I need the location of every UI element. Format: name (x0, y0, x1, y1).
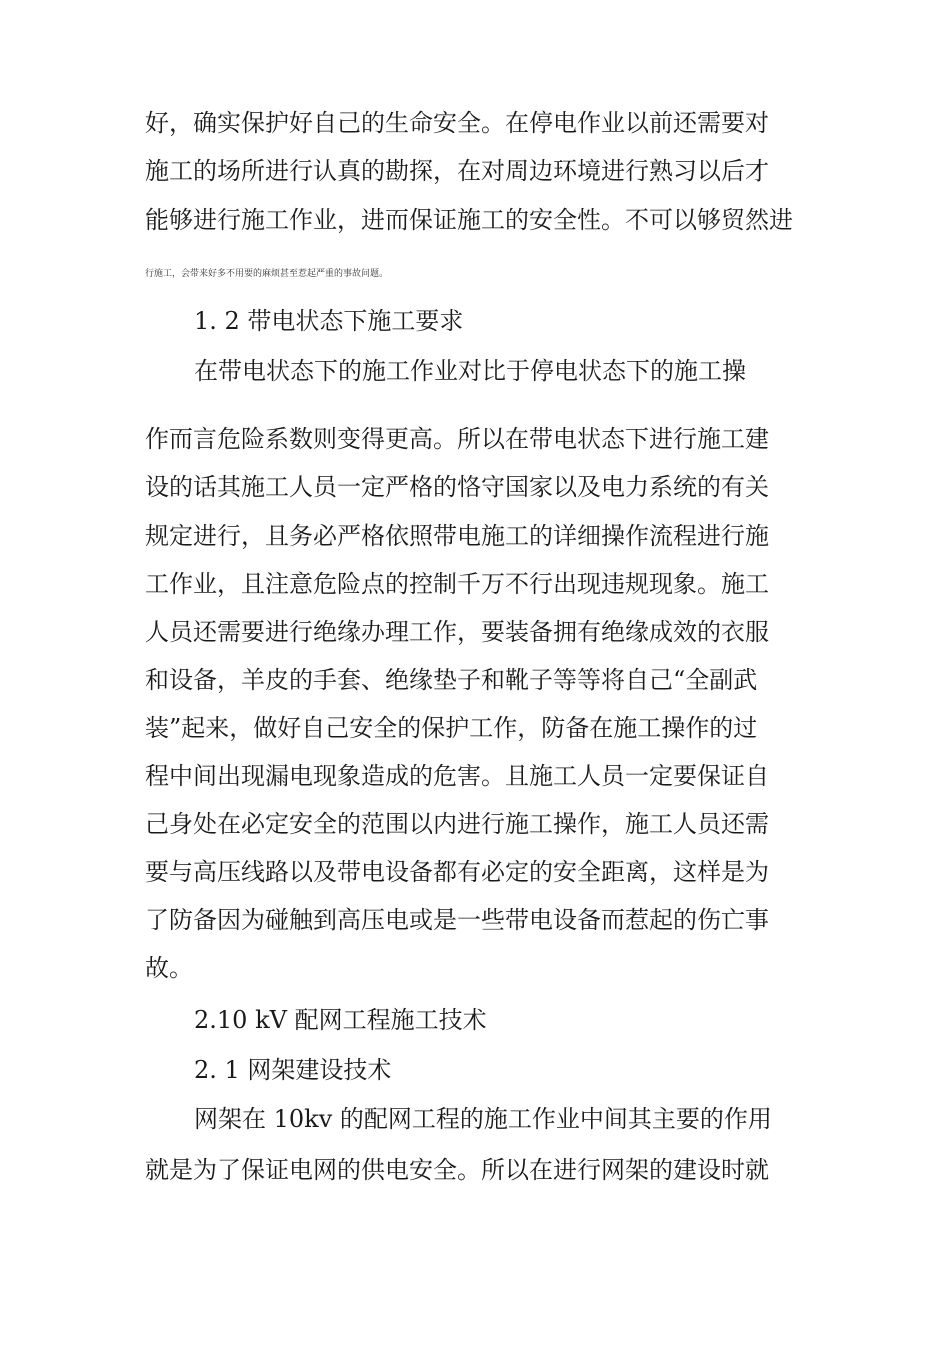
paragraph-line: 作而言危险系数则变得更高。所以在带电状态下进行施工建 (145, 425, 769, 453)
section-heading: 1. 2 带电状态下施工要求 (194, 307, 464, 335)
paragraph-line: 和设备，羊皮的手套、绝缘垫子和靴子等等将自己“全副武 (145, 666, 758, 694)
paragraph-line: 好，确实保护好自己的生命安全。在停电作业以前还需要对 (145, 109, 769, 137)
paragraph-line-small: 行施工，会带来好多不用要的麻烦甚至惹起严重的事故问题。 (145, 269, 389, 279)
paragraph-line: 能够进行施工作业，进而保证施工的安全性。不可以够贸然进 (145, 206, 793, 234)
paragraph-line: 人员还需要进行绝缘办理工作，要装备拥有绝缘成效的衣服 (145, 618, 769, 646)
paragraph-line: 要与高压线路以及带电设备都有必定的安全距离，这样是为 (145, 858, 769, 886)
paragraph-line: 程中间出现漏电现象造成的危害。且施工人员一定要保证自 (145, 762, 769, 790)
section-heading: 2.10 kV 配网工程施工技术 (194, 1006, 487, 1034)
paragraph-line: 施工的场所进行认真的勘探，在对周边环境进行熟习以后才 (145, 157, 769, 185)
paragraph-line: 在带电状态下的施工作业对比于停电状态下的施工操 (194, 357, 746, 385)
paragraph-line: 工作业，且注意危险点的控制千万不行出现违规现象。施工 (145, 570, 769, 598)
paragraph-line: 故。 (145, 954, 193, 982)
section-heading: 2. 1 网架建设技术 (194, 1056, 392, 1084)
paragraph-line: 网架在 10kv 的配网工程的施工作业中间其主要的作用 (194, 1105, 772, 1133)
paragraph-line: 设的话其施工人员一定严格的恪守国家以及电力系统的有关 (145, 473, 769, 501)
paragraph-line: 就是为了保证电网的供电安全。所以在进行网架的建设时就 (145, 1156, 769, 1184)
paragraph-line: 装”起来，做好自己安全的保护工作，防备在施工操作的过 (145, 714, 758, 742)
paragraph-line: 己身处在必定安全的范围以内进行施工操作，施工人员还需 (145, 810, 769, 838)
paragraph-line: 规定进行，且务必严格依照带电施工的详细操作流程进行施 (145, 522, 769, 550)
paragraph-line: 了防备因为碰触到高压电或是一些带电设备而惹起的伤亡事 (145, 906, 769, 934)
